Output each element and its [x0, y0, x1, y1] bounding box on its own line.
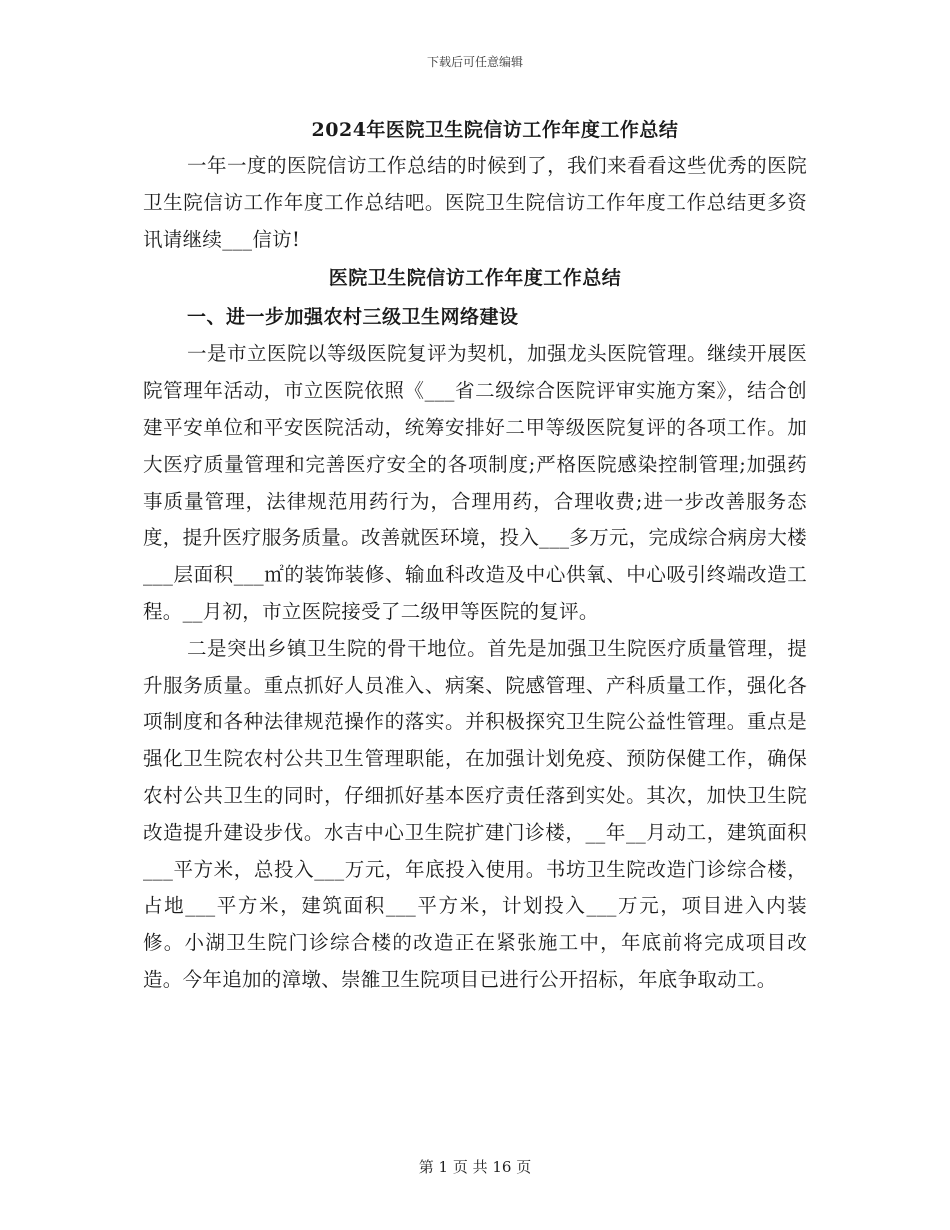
- intro-paragraph: 一年一度的医院信访工作总结的时候到了，我们来看看这些优秀的医院卫生院信访工作年度工作总结吧。医院卫生院信访工作年度工作总结更多资讯请继续___信访!: [143, 154, 807, 251]
- document-body: [143, 112, 807, 999]
- page-number-footer: 第 1 页 共 16 页: [418, 1158, 532, 1176]
- heading-section-1: 一、进一步加强农村三级卫生网络建设: [187, 306, 519, 329]
- paragraph-1: 一是市立医院以等级医院复评为契机，加强龙头医院管理。继续开展医院管理年活动，市立医院依照《___省二级综合医院评审实施方案》，结合创建平安单位和平安医院活动，统筹安排好二甲等级医院复评的各项工作。加大医疗质量管理和完善医疗安全的各项制度;严格医院感染控制管理;加强药事质量管理，法律规范用药行为，合理用药，合理收费;进一步改善服务态度，提升医疗服务质量。改善就医环境，投入___多万元，完成综合病房大楼___层面积___㎡的装饰装修、输血科改造及中心供氧、中心吸引终端改造工程。__月初，市立医院接受了二级甲等医院的复评。: [143, 342, 807, 623]
- page-header-note: 下载后可任意编辑: [426, 55, 523, 69]
- document-title: 2024年医院卫生院信访工作年度工作总结: [311, 119, 679, 141]
- section-title: 医院卫生院信访工作年度工作总结: [328, 267, 622, 290]
- paragraph-2: 二是突出乡镇卫生院的骨干地位。首先是加强卫生院医疗质量管理，提升服务质量。重点抓好人员准入、病案、院感管理、产科质量工作，强化各项制度和各种法律规范操作的落实。并积极探究卫生院公益性管理。重点是强化卫生院农村公共卫生管理职能，在加强计划免疫、预防保健工作，确保农村公共卫生的同时，仔细抓好基本医疗责任落到实处。其次，加快卫生院改造提升建设步伐。水吉中心卫生院扩建门诊楼，__年__月动工，建筑面积___平方米，总投入___万元，年底投入使用。书坊卫生院改造门诊综合楼，占地___平方米，建筑面积___平方米，计划投入___万元，项目进入内装修。小湖卫生院门诊综合楼的改造正在紧张施工中，年底前将完成项目改造。今年追加的漳墩、崇雒卫生院项目已进行公开招标，年底争取动工。: [143, 636, 807, 991]
